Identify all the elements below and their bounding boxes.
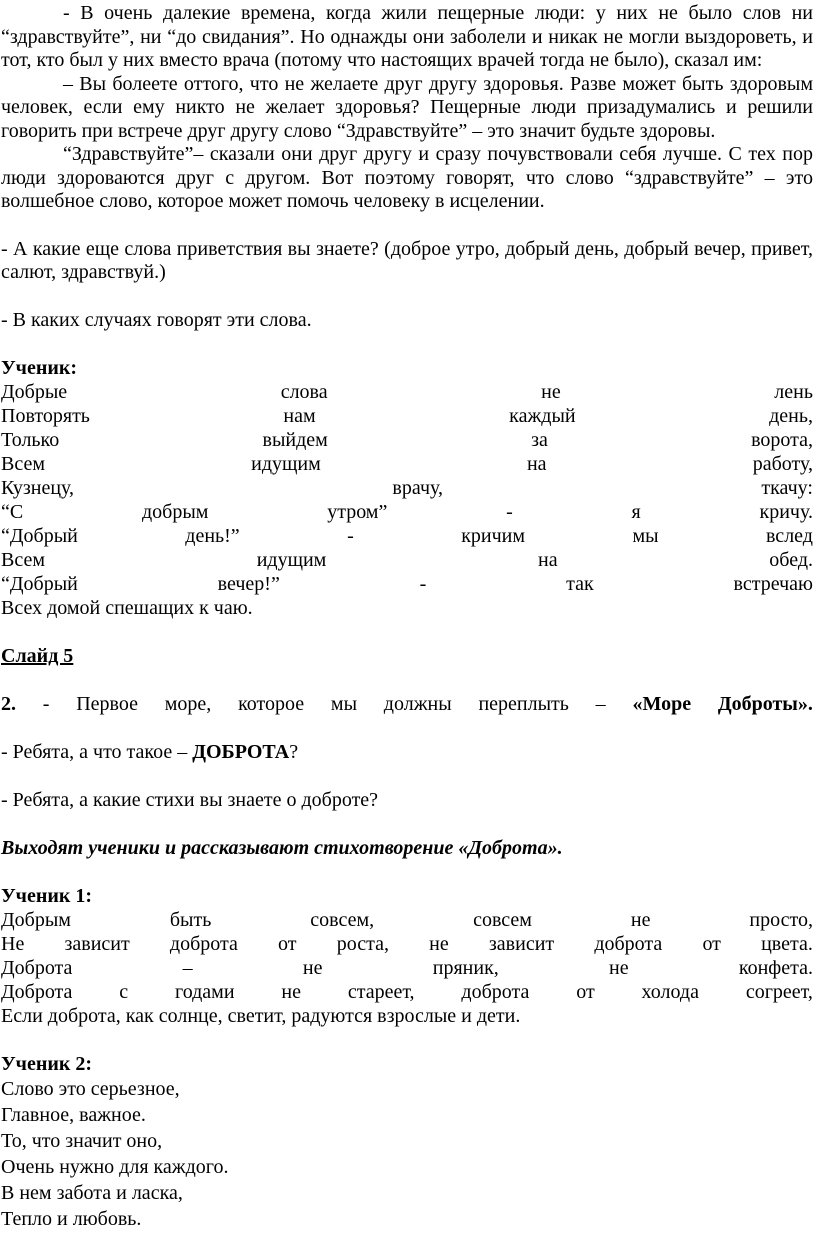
poem-word: вслед: [765, 525, 813, 547]
poem-line: [1, 908, 813, 932]
sea-word: море,: [164, 693, 212, 715]
poem-word: лень: [774, 381, 813, 403]
sea-word: Первое: [76, 693, 138, 715]
poem-line: [1, 572, 813, 596]
poem-word: за: [531, 429, 548, 451]
intro-paragraph-1: - В очень далекие времена, когда жили пещерные люди: у них не было слов ни “здравствуйте”, ни “до свидания”. Но однажды они заболели и никак не могли выздороветь, и тот, кто был у них вместо врача (потому что настоящих врачей тогда не было), сказал им:: [1, 2, 813, 71]
poem-word: я: [631, 501, 641, 523]
sea-word: которое: [238, 693, 305, 715]
poem-word: идущим: [251, 453, 321, 475]
poem-line: [1, 404, 813, 428]
poem-word: Всем: [1, 453, 45, 475]
poem-word: просто,: [749, 909, 813, 931]
poem-word: день,: [769, 405, 813, 427]
poem-word: ткачу:: [761, 477, 813, 499]
sea-title-word: Доброты».: [717, 693, 813, 715]
poem-word: слова: [280, 381, 328, 403]
sea-word: –: [595, 693, 606, 715]
poem-greetings-last-line: Всех домой спешащих к чаю.: [1, 597, 253, 619]
kindness-word: ДОБРОТА: [192, 741, 290, 763]
student-2-label: Ученик 2:: [1, 1053, 93, 1075]
poem-line: [1, 956, 813, 980]
sea-of-kindness-line: [1, 692, 813, 716]
poem-word: стареет,: [347, 981, 415, 1003]
poem-word: -: [506, 501, 513, 523]
poem-line: [1, 524, 813, 548]
sea-word: мы: [330, 693, 358, 715]
poem-word: Доброта: [1, 957, 73, 979]
poem-word: согреет,: [745, 981, 813, 1003]
poem-word: встречаю: [733, 573, 813, 595]
item-number: 2.: [1, 693, 16, 715]
poem-word: не: [630, 909, 651, 931]
poem-word: на: [538, 549, 558, 571]
poem-line: [1, 476, 813, 500]
poem-word: доброта: [594, 933, 663, 955]
poem-word: Доброта: [1, 981, 73, 1003]
poem-line: [1, 980, 813, 1004]
poem-word: “Добрый: [1, 525, 78, 547]
question-cases: - В каких случаях говорят эти слова.: [1, 308, 312, 331]
poem-word: пряник,: [432, 957, 499, 979]
poem-word: мы: [632, 525, 659, 547]
poem-word: не: [609, 957, 629, 979]
poem-kindness-last-line: Если доброта, как солнце, светит, радуются взрослые и дети.: [1, 1005, 521, 1027]
poem-line: [1, 452, 813, 476]
poem-word: не: [281, 981, 301, 1003]
poem-word: идущим: [256, 549, 327, 571]
sea-word: должны: [383, 693, 452, 715]
question-greetings: - А какие еще слова приветствия вы знаете? (доброе утро, добрый день, добрый вечер, привет, салют, здравствуй.): [1, 237, 813, 283]
student-1-label: Ученик 1:: [1, 885, 93, 907]
poem-word: совсем,: [310, 909, 375, 931]
poem-line: [1, 500, 813, 524]
poem-word: Только: [1, 429, 60, 451]
poem-word: Добрые: [1, 381, 68, 403]
poem-word: вечер!”: [217, 573, 280, 595]
poem-word: так: [566, 573, 594, 595]
poem-word: холода: [641, 981, 699, 1003]
intro-paragraph-3: “Здравствуйте”– сказали они друг другу и сразу почувствовали себя лучше. С тех пор люди здороваются друг с другом. Вот поэтому говорят, что слово “здравствуйте” – это волшебное слово, которое может помочь человеку в исцелении.: [1, 143, 813, 212]
poem-word: нам: [283, 405, 316, 427]
poem-word: добрым: [141, 501, 209, 523]
poem-word: утром”: [327, 501, 388, 523]
poem-line: [1, 932, 813, 956]
poem-word: работу,: [752, 453, 813, 475]
sea-title-word: «Море: [632, 693, 692, 715]
poem-line: Очень нужно для каждого.: [1, 1156, 229, 1178]
poem-line: [1, 380, 813, 404]
poem-word: [1, 1076, 813, 1232]
poem-word: от: [702, 933, 721, 955]
poem-word: Кузнецу,: [1, 477, 75, 499]
poem-word: не: [541, 381, 561, 403]
poem-word: на: [526, 453, 547, 475]
poem-word: выйдем: [262, 429, 328, 451]
poem-word: роста,: [336, 933, 389, 955]
poem-line: Слово это серьезное,: [1, 1078, 180, 1100]
poem-line: [1, 428, 813, 452]
poem-word: конфета.: [738, 957, 813, 979]
question-kindness: - Ребята, а что такое – ДОБРОТА?: [1, 741, 299, 763]
poem-word: годами: [175, 981, 235, 1003]
sea-word: переплыть: [478, 693, 569, 715]
poem-word: -: [347, 525, 354, 547]
poem-line: В нем забота и ласка,: [1, 1182, 183, 1204]
poem-greetings: [1, 380, 813, 596]
poem-word: цвета.: [761, 933, 813, 955]
poem-line: Тепло и любовь.: [1, 1208, 142, 1230]
poem-word: “С: [1, 501, 24, 523]
poem-word: “Добрый: [1, 573, 78, 595]
student-label: Ученик:: [1, 357, 78, 379]
poem-kindness: [1, 908, 813, 1004]
poem-word: зависит: [64, 933, 130, 955]
poem-word: совсем: [473, 909, 532, 931]
intro-paragraph-2: – Вы болеете оттого, что не желаете друг другу здоровья. Разве может быть здоровым человек, если ему никто не желает здоровья? Пещерные люди призадумались и решили говорить при встрече друг другу слово “Здравствуйте” – это значит будьте здоровы.: [1, 72, 813, 142]
slide-heading: Слайд 5: [1, 645, 74, 667]
poem-word: кричим: [461, 525, 526, 547]
poem-line: [1, 548, 813, 572]
poem-word: доброта: [169, 933, 238, 955]
poem-word: не: [302, 957, 323, 979]
poem-word: доброта: [461, 981, 530, 1003]
poem-word: каждый: [509, 405, 576, 427]
poem-word: день!”: [185, 525, 240, 547]
question-poems: - Ребята, а какие стихи вы знаете о доброте?: [1, 789, 379, 811]
poem-word: не: [429, 933, 449, 955]
poem-word: обед.: [769, 549, 813, 571]
sea-word: -: [42, 693, 50, 715]
poem-word: от: [278, 933, 297, 955]
poem-word: Всем: [1, 549, 45, 571]
poem-word: врачу,: [392, 477, 443, 499]
poem-word: кричу.: [759, 501, 813, 523]
poem-word: Повторять: [1, 405, 90, 427]
poem-word: с: [119, 981, 129, 1003]
poem-word: от: [576, 981, 595, 1003]
poem-word: быть: [169, 909, 212, 931]
poem-word: –: [182, 957, 193, 979]
poem-word: Добрым: [1, 909, 71, 931]
poem-word: ворота,: [751, 429, 813, 451]
poem-word: Не: [1, 933, 25, 955]
poem-word: зависит: [488, 933, 555, 955]
poem-word: -: [419, 573, 427, 595]
poem-line: Главное, важное.: [1, 1104, 146, 1126]
instruction-text: Выходят ученики и рассказывают стихотворение «Доброта».: [1, 837, 563, 859]
poem-line: То, что значит оно,: [1, 1130, 163, 1152]
